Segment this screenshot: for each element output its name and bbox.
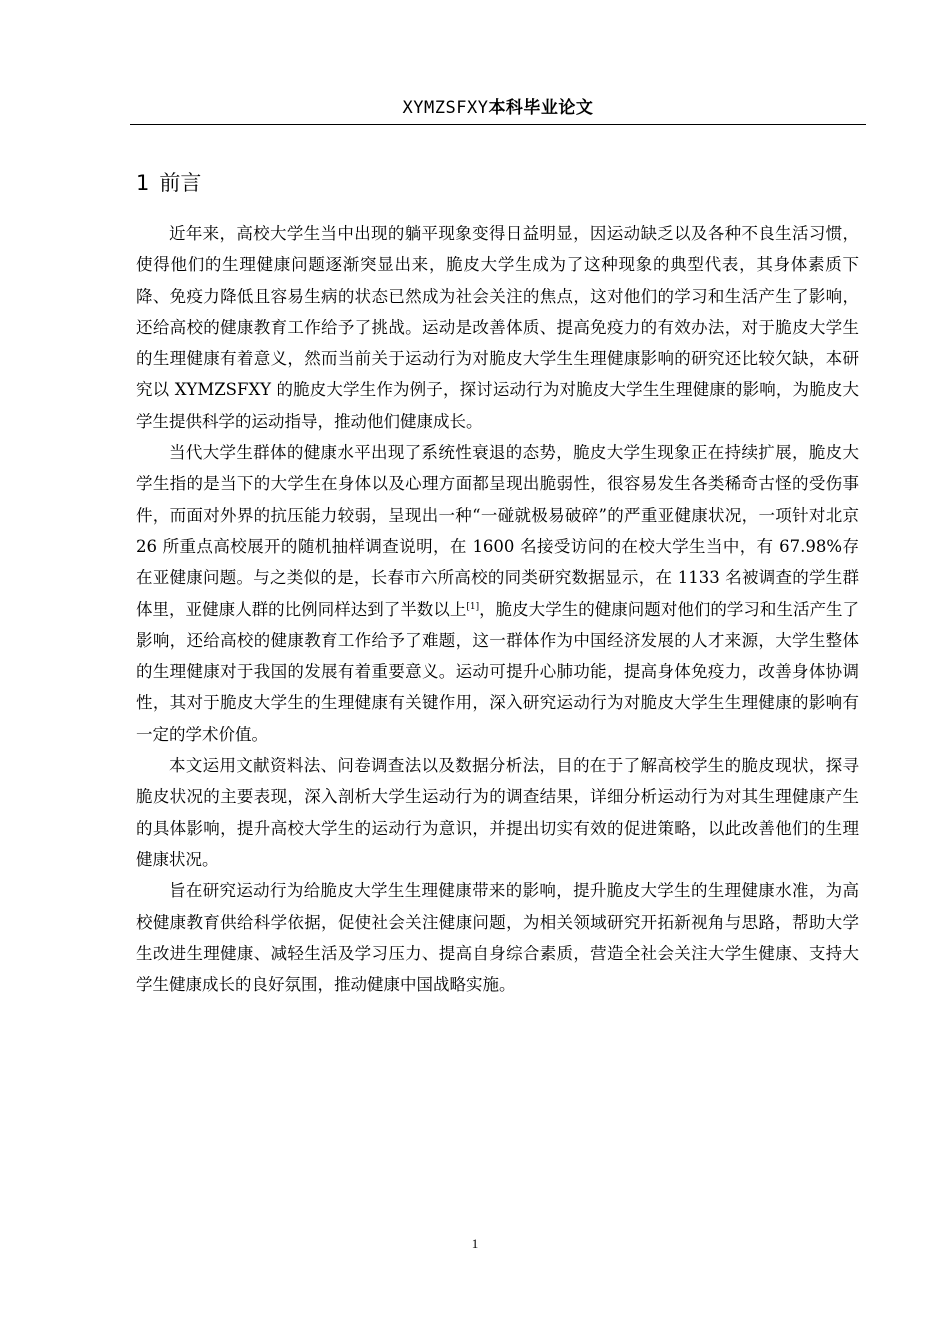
section-title: 前言 [159,171,202,195]
header-divider [130,124,866,125]
section-heading [136,168,201,198]
page-header [130,96,866,120]
header-title: 本科毕业论文 [488,98,594,118]
paragraph-1: 近年来，高校大学生当中出现的躺平现象变得日益明显，因运动缺乏以及各种不良生活习惯，使得他们的生理健康问题逐渐突显出来，脆皮大学生成为了这种现象的典型代表，其身体素质下降、免疫力降低且容易生病的状态已然成为社会关注的焦点，这对他们的学习和生活产生了影响，还给高校的健康教育工作给予了挑战。运动是改善体质、提高免疫力的有效办法，对于脆皮大学生的生理健康有着意义，然而当前关于运动行为对脆皮大学生生理健康影响的研究还比较欠缺，本研究以 XYMZSFXY 的脆皮大学生作为例子，探讨运动行为对脆皮大学生生理健康的影响，为脆皮大学生提供科学的运动指导，推动他们健康成长。 [136,224,859,431]
paragraph-2-text-a: 当代大学生群体的健康水平出现了系统性衰退的态势，脆皮大学生现象正在持续扩展，脆皮大学生指的是当下的大学生在身体以及心理方面都呈现出脆弱性，很容易发生各类稀奇古怪的受伤事件，而面对外界的抗压能力较弱，呈现出一种“一碰就极易破碎”的严重亚健康状况，一项针对北京 26 所重点高校展开的随机抽样调查说明，在 1600 名接受访问的在校大学生当中，有 67.98%存在亚健康问题。与之类似的是，长春市六所高校的同类研究数据显示，在 1133 名被调查的学生群体里，亚健康人群的比例同样达到了半数以上 [136,443,859,619]
body-text [136,218,859,1000]
section-number: 1 [136,171,150,195]
page-number: 1 [471,1236,479,1251]
paragraph-4: 旨在研究运动行为给脆皮大学生生理健康带来的影响，提升脆皮大学生的生理健康水准，为高校健康教育供给科学依据，促使社会关注健康问题，为相关领域研究开拓新视角与思路，帮助大学生改进生理健康、减轻生活及学习压力、提高自身综合素质，营造全社会关注大学生健康、支持大学生健康成长的良好氛围，推动健康中国战略实施。 [136,881,859,995]
header-school-code: XYMZSFXY [402,98,489,118]
citation-ref-1: [1] [466,601,480,612]
paragraph-2-text-b: ，脆皮大学生的健康问题对他们的学习和生活产生了影响，还给高校的健康教育工作给予了难题，这一群体作为中国经济发展的人才来源，大学生整体的生理健康对于我国的发展有着重要意义。运动可提升心肺功能，提高身体免疫力，改善身体协调性，其对于脆皮大学生的生理健康有关键作用，深入研究运动行为对脆皮大学生生理健康的影响有一定的学术价值。 [136,599,860,744]
paragraph-3: 本文运用文献资料法、问卷调查法以及数据分析法，目的在于了解高校学生的脆皮现状，探寻脆皮状况的主要表现，深入剖析大学生运动行为的调查结果，详细分析运动行为对其生理健康产生的具体影响，提升高校大学生的运动行为意识，并提出切实有效的促进策略，以此改善他们的生理健康状况。 [136,756,859,869]
paragraph-2 [136,437,859,750]
